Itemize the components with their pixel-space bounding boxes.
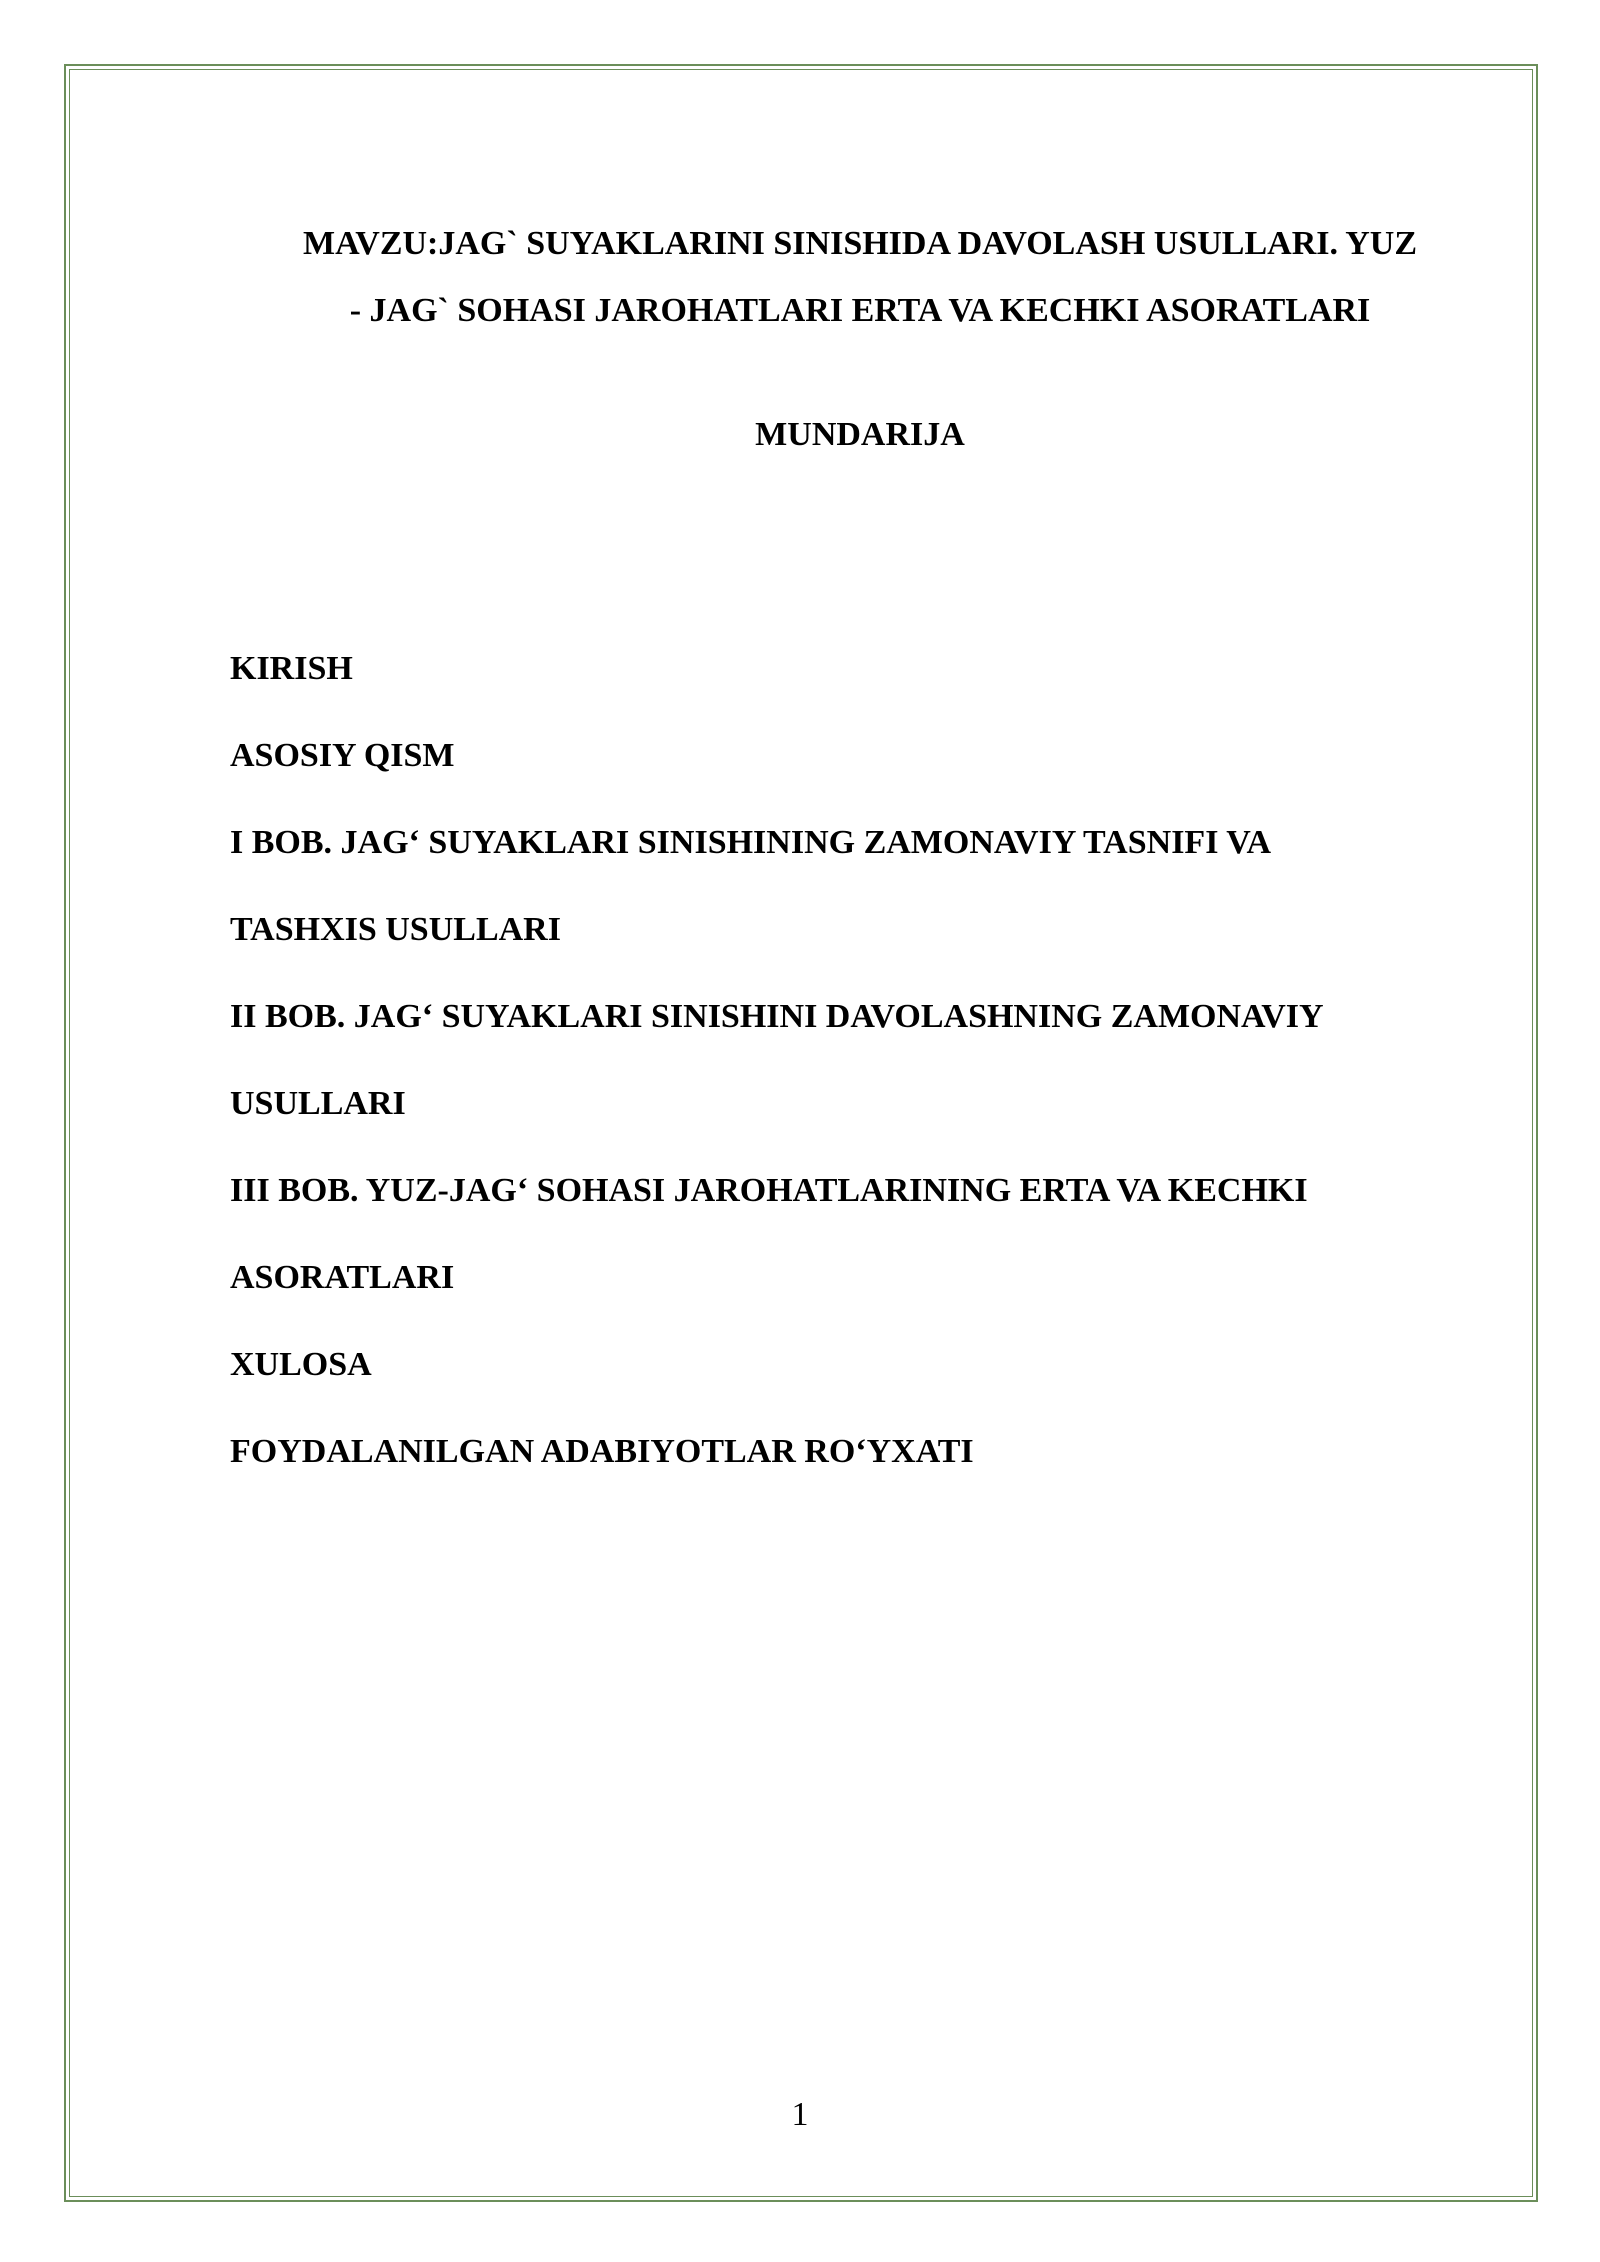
toc-item-chapter-2-continued: USULLARI xyxy=(230,1085,406,1122)
toc-item-chapter-1-continued: TASHXIS USULLARI xyxy=(230,911,561,948)
title-line: MAVZU:JAG` SUYAKLARINI SINISHIDA DAVOLASH USULLARI. YUZ xyxy=(303,225,1417,262)
table-of-contents xyxy=(230,625,1530,1495)
toc-item-chapter-2: II BOB. JAG‘ SUYAKLARI SINISHINI DAVOLASHNING ZAMONAVIY xyxy=(230,998,1324,1035)
toc-item-chapter-1: I BOB. JAG‘ SUYAKLARI SINISHINING ZAMONAVIY TASNIFI VA xyxy=(230,824,1272,861)
page-number: 1 xyxy=(791,2096,809,2133)
toc-item-references: FOYDALANILGAN ADABIYOTLAR RO‘YXATI xyxy=(230,1433,974,1470)
toc-item-chapter-3-continued: ASORATLARI xyxy=(230,1259,455,1296)
toc-heading: MUNDARIJA xyxy=(755,416,965,453)
title-line: - JAG` SOHASI JAROHATLARI ERTA VA KECHKI ASORATLARI xyxy=(349,292,1371,329)
toc-item-kirish: KIRISH xyxy=(230,650,353,687)
toc-item-asosiy-qism: ASOSIY QISM xyxy=(230,737,455,774)
toc-item-xulosa: XULOSA xyxy=(230,1346,372,1383)
document-title xyxy=(210,210,1510,344)
toc-item-chapter-3: III BOB. YUZ-JAG‘ SOHASI JAROHATLARINING ERTA VA KECHKI xyxy=(230,1172,1308,1209)
